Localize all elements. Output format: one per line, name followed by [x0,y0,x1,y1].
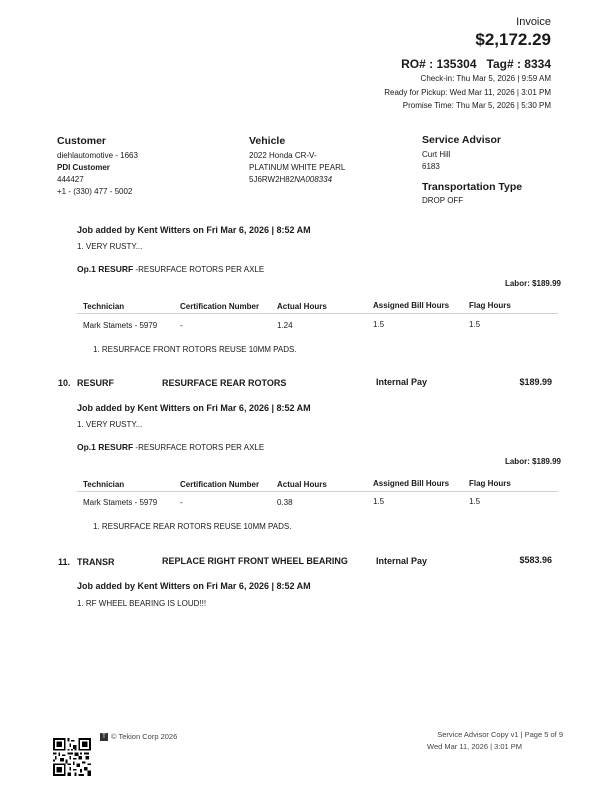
print-date: Wed Mar 11, 2026 | 3:01 PM [427,742,523,751]
technician-note: 1. RESURFACE REAR ROTORS REUSE 10MM PADS. [93,522,292,531]
tag-number: Tag# : 8334 [486,57,551,71]
service-advisor-name: Curt Hill [422,150,451,159]
col-technician: Technician [83,302,125,311]
vehicle-model: 2022 Honda CR-V- [249,151,317,160]
corp-copyright: © Tekion Corp 2026 [111,732,178,741]
service-advisor-id: 6183 [422,162,440,171]
concern-note: 1. VERY RUSTY... [77,420,143,429]
ready-for-pickup-time: Ready for Pickup: Wed Mar 11, 2026 | 3:01 PM [384,88,551,97]
customer-name: diehlautomotive - 1663 [57,151,138,160]
job-code: RESURF [77,378,115,388]
customer-number: 444427 [57,175,84,184]
customer-phone: +1 - (330) 477 - 5002 [57,187,133,196]
invoice-total: $2,172.29 [475,30,551,49]
document-type: Invoice [516,16,551,28]
vehicle-label: Vehicle [249,135,286,147]
job-code: TRANSR [77,557,115,567]
vin-suffix: NA008334 [294,175,333,184]
concern-note: 1. VERY RUSTY... [77,242,143,251]
customer-section [57,135,138,198]
tekion-logo-icon: T [100,733,108,741]
technician-note: 1. RESURFACE FRONT ROTORS REUSE 10MM PADS. [93,345,297,354]
job-title: RESURFACE REAR ROTORS [162,378,287,388]
col-actual-hours: Actual Hours [277,302,327,311]
labor-amount: Labor: $189.99 [504,279,561,288]
ro-number: RO# : 135304 [401,57,477,71]
col-assigned-hours: Assigned Bill Hours [373,479,450,488]
pay-type: Internal Pay [376,377,428,387]
vehicle-section [249,135,345,186]
job-title: REPLACE RIGHT FRONT WHEEL BEARING [162,556,348,566]
job-added-note: Job added by Kent Witters on Fri Mar 6, 2026 | 8:52 AM [77,225,311,235]
col-certification: Certification Number [180,302,260,311]
col-certification: Certification Number [180,480,260,489]
col-technician: Technician [83,480,125,489]
table-divider [77,313,558,314]
actual-hours: 1.24 [277,321,293,330]
labor-amount: Labor: $189.99 [504,457,561,466]
vin-prefix: 5J6RW2H82 [249,175,295,184]
operation-line [77,264,264,274]
qr-code-icon [53,738,91,776]
operation-description: -RESURFACE ROTORS PER AXLE [133,265,265,274]
flag-hours: 1.5 [469,320,481,329]
certification-number: - [180,321,183,330]
vehicle-color: PLATINUM WHITE PEARL [249,163,346,172]
col-flag-hours: Flag Hours [469,479,511,488]
transportation-label: Transportation Type [422,181,523,193]
job-number: 11. [58,557,71,567]
col-actual-hours: Actual Hours [277,480,327,489]
operation-line [77,442,264,452]
footer-corp [100,732,177,741]
ro-tag-line [401,57,551,71]
col-assigned-hours: Assigned Bill Hours [373,301,450,310]
job-amount: $189.99 [519,377,552,387]
customer-label: Customer [57,135,107,147]
technician-name: Mark Stamets - 5979 [83,321,158,330]
customer-type: PDI Customer [57,163,110,172]
operation-code: Op.1 RESURF [77,264,134,274]
col-flag-hours: Flag Hours [469,301,511,310]
job-amount: $583.96 [519,555,552,565]
check-in-time: Check-in: Thu Mar 5, 2026 | 9:59 AM [420,74,551,83]
technician-name: Mark Stamets - 5979 [83,498,158,507]
operation-code: Op.1 RESURF [77,442,134,452]
job-number: 10. [58,378,71,388]
table-divider [77,491,558,492]
vehicle-vin [249,174,345,186]
page-info: Service Advisor Copy v1 | Page 5 of 9 [437,730,563,739]
service-advisor-section [422,134,522,207]
assigned-hours: 1.5 [373,497,385,506]
actual-hours: 0.38 [277,498,293,507]
flag-hours: 1.5 [469,497,481,506]
job-added-note: Job added by Kent Witters on Fri Mar 6, 2026 | 8:52 AM [77,581,311,591]
assigned-hours: 1.5 [373,320,385,329]
service-advisor-label: Service Advisor [422,134,501,146]
job-added-note: Job added by Kent Witters on Fri Mar 6, 2026 | 8:52 AM [77,403,311,413]
pay-type: Internal Pay [376,556,428,566]
certification-number: - [180,498,183,507]
concern-note: 1. RF WHEEL BEARING IS LOUD!!! [77,599,207,608]
promise-time: Promise Time: Thu Mar 5, 2026 | 5:30 PM [402,101,551,110]
operation-description: -RESURFACE ROTORS PER AXLE [133,443,265,452]
transportation-value: DROP OFF [422,196,464,205]
